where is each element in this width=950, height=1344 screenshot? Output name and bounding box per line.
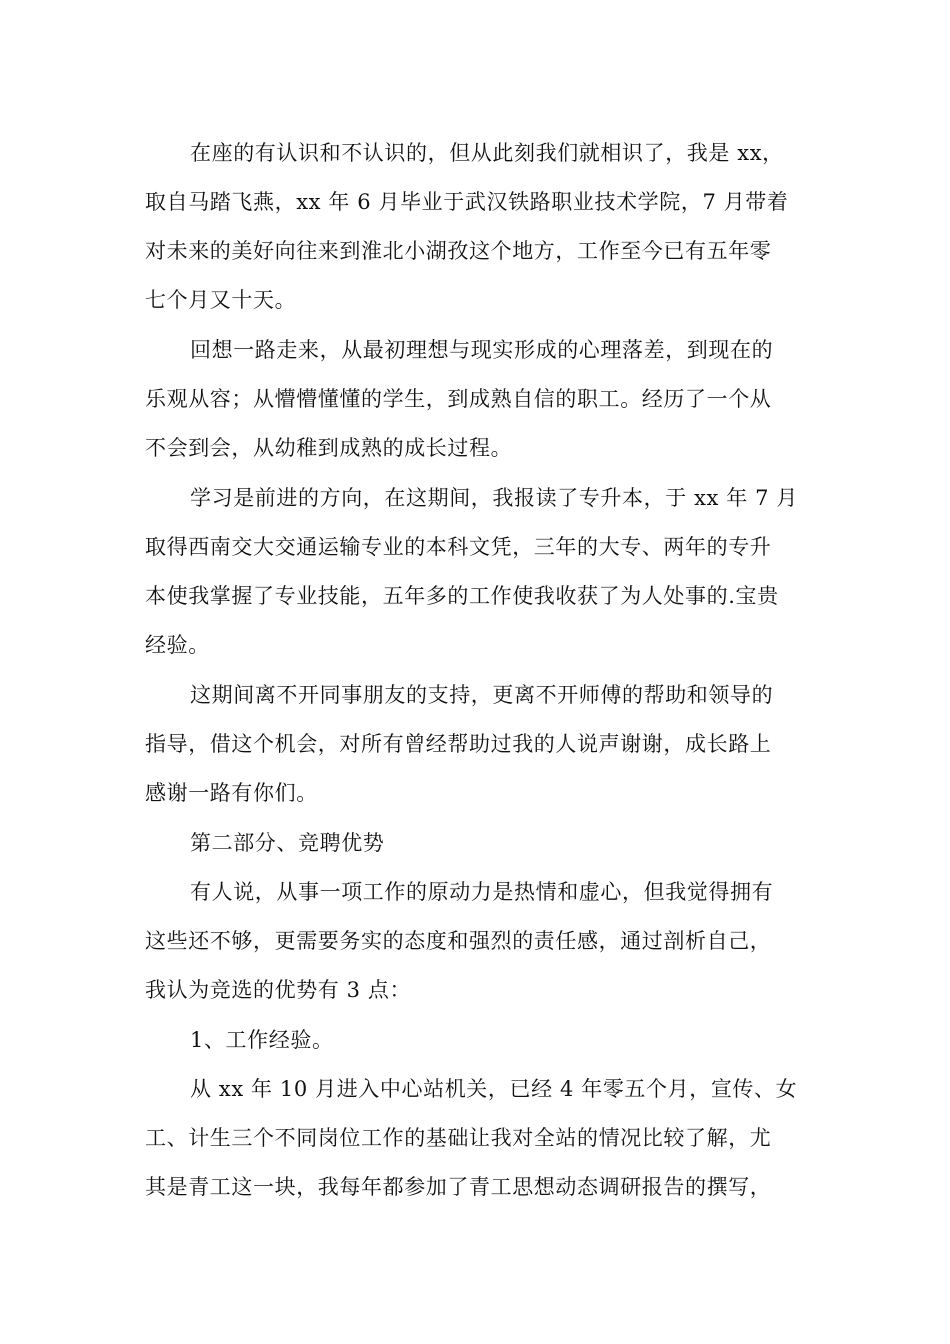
text-line: 经验。 [145, 633, 210, 657]
text-line: 指导，借这个机会，对所有曾经帮助过我的人说声谢谢，成长路上 [145, 732, 772, 756]
text-line: 回想一路走来，从最初理想与现实形成的心理落差，到现在的 [190, 338, 774, 362]
text-line: 其是青工这一块，我每年都参加了青工思想动态调研报告的撰写， [145, 1175, 772, 1199]
text-line: 有人说，从事一项工作的原动力是热情和虚心，但我觉得拥有 [190, 880, 774, 904]
text-line: 从 xx 年 10 月进入中心站机关，已经 4 年零五个月，宣传、女 [190, 1077, 798, 1101]
text-line: 本使我掌握了专业技能，五年多的工作使我收获了为人处事的.宝贵 [145, 584, 779, 608]
text-line: 乐观从容；从懵懵懂懂的学生，到成熟自信的职工。经历了一个从 [145, 387, 772, 411]
text-line: 工、计生三个不同岗位工作的基础让我对全站的情况比较了解，尤 [145, 1126, 772, 1150]
text-line: 这些还不够，更需要务实的态度和强烈的责任感，通过剖析自己， [145, 929, 772, 953]
text-line: 取得西南交大交通运输专业的本科文凭，三年的大专、两年的专升 [145, 535, 772, 559]
text-line: 感谢一路有你们。 [145, 781, 318, 805]
text-line: 七个月又十天。 [145, 288, 297, 312]
text-line: 不会到会，从幼稚到成熟的成长过程。 [145, 436, 513, 460]
section-heading: 第二部分、竞聘优势 [190, 831, 385, 855]
text-line: 在座的有认识和不认识的，但从此刻我们就相识了，我是 xx， [190, 141, 784, 165]
text-line: 这期间离不开同事朋友的支持，更离不开师傅的帮助和领导的 [190, 683, 774, 707]
text-line: 取自马踏飞燕，xx 年 6 月毕业于武汉铁路职业技术学院，7 月带着 [145, 190, 789, 214]
text-line: 我认为竞选的优势有 3 点： [145, 978, 412, 1002]
text-line: 学习是前进的方向，在这期间，我报读了专升本，于 xx 年 7 月 [190, 486, 798, 510]
text-line: 对未来的美好向往来到淮北小湖孜这个地方，工作至今已有五年零 [145, 239, 772, 263]
list-item-heading: 1、工作经验。 [190, 1028, 334, 1052]
